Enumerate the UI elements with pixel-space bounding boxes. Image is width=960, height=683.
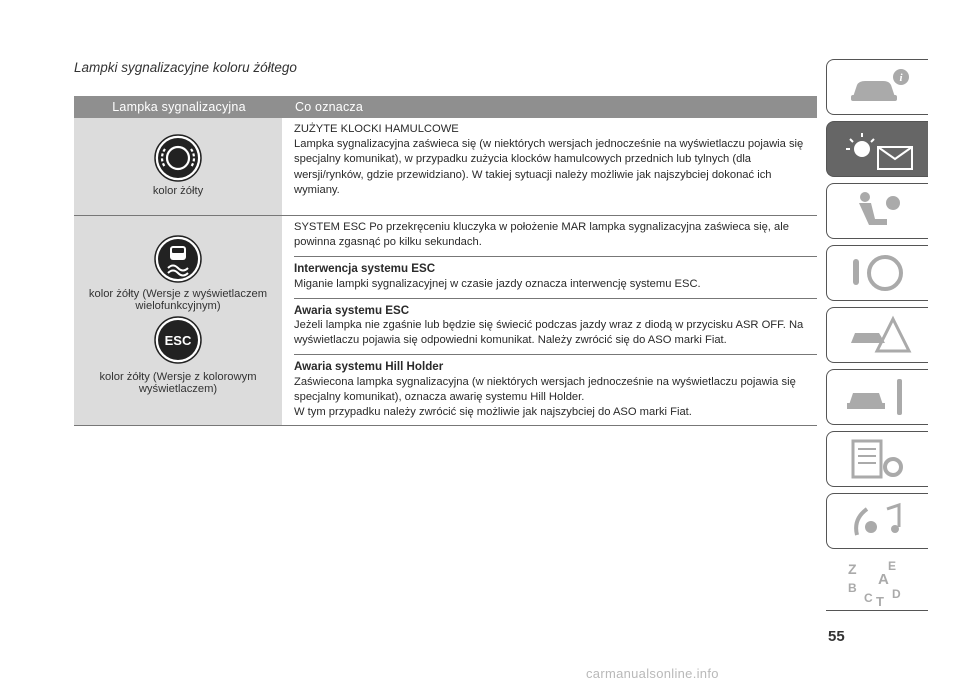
index-icon — [842, 558, 912, 608]
svg-text:D: D — [892, 586, 901, 601]
svg-text:C: C — [864, 590, 873, 605]
warning-light-icon — [840, 127, 916, 171]
multimedia-icon — [843, 499, 913, 543]
subsection-title: Awaria systemu ESC — [294, 303, 410, 317]
page-number: 55 — [828, 628, 845, 645]
svg-text:Z: Z — [848, 560, 857, 577]
watermark: carmanualsonline.info — [586, 666, 719, 681]
svg-text:B: B — [848, 580, 857, 595]
tab-car-info[interactable] — [826, 59, 928, 115]
row-meaning-cell — [284, 216, 817, 425]
esc-skid-icon — [153, 234, 203, 284]
svg-text:A: A — [878, 570, 889, 588]
tab-starting-driving[interactable] — [826, 245, 928, 301]
emergency-icon — [843, 313, 913, 357]
tab-maintenance[interactable] — [826, 369, 928, 425]
subsection-title: Awaria systemu Hill Holder — [294, 360, 444, 374]
row-light-cell — [74, 118, 282, 215]
light-color-label: kolor żółty — [152, 185, 204, 197]
header-warning-light: Lampka sygnalizacyjna — [112, 100, 246, 114]
table-row — [74, 118, 817, 216]
subsection — [294, 298, 817, 349]
light-color-label: kolor żółty (Wersje z wyświetlaczem wielofunkcyjnym) — [88, 288, 268, 312]
brake-pad-icon — [153, 133, 203, 183]
subsection-text: Miganie lampki sygnalizacyjnej w czasie jazdy oznacza interwencję systemu ESC. — [294, 277, 701, 290]
light-color-label: kolor żółty (Wersje z kolorowym wyświetlaczem) — [99, 371, 257, 395]
svg-text:i: i — [898, 72, 903, 84]
seat-safety-icon — [843, 189, 913, 233]
row-text: Lampka sygnalizacyjna zaświeca się (w niektórych wersjach jednocześnie na wyświetlaczu pojawia się specjalny komunikat), w przypadku zużycia klocków hamulcowych przednich lub tylnych (dla wersji/rynków, gdzie przewidziano). W takiej sytuacji należy możliwie jak najszybciej dokonać ich wymiany. — [294, 138, 804, 196]
subsection-title: Interwencja systemu ESC — [294, 262, 436, 276]
tab-multimedia[interactable] — [826, 493, 928, 549]
tab-index[interactable] — [826, 555, 928, 611]
steering-key-icon — [843, 251, 913, 295]
table-header — [74, 96, 817, 118]
subsection — [294, 256, 817, 291]
tab-safety[interactable] — [826, 183, 928, 239]
svg-text:ESC: ESC — [164, 333, 192, 348]
tab-emergency[interactable] — [826, 307, 928, 363]
subsection-text: W tym przypadku należy zwrócić się możliwie jak najszybciej do ASO marki Fiat. — [294, 406, 692, 419]
technical-data-icon — [843, 437, 913, 481]
car-info-icon — [843, 67, 913, 107]
page-title: Lampki sygnalizacyjne koloru żółtego — [74, 60, 297, 75]
chapter-tabs — [826, 59, 930, 617]
svg-text:T: T — [876, 593, 884, 608]
row-heading: ZUŻYTE KLOCKI HAMULCOWE — [294, 123, 459, 135]
row-text: SYSTEM ESC Po przekręceniu kluczyka w położenie MAR lampka sygnalizacyjna zaświeca się, ale powinna zgasnąć po kilku sekundach. — [294, 221, 789, 249]
header-meaning: Co oznacza — [295, 100, 364, 114]
svg-text:E: E — [888, 558, 897, 573]
subsection-text: Jeżeli lampka nie zgaśnie lub będzie się świecić podczas jazdy wraz z diodą w przycisku ASR OFF. Na wyświetlaczu pojawia się odpowiedni komunikat. Należy zwrócić się do ASO marki Fiat. — [294, 319, 804, 347]
tab-warning-lights[interactable] — [826, 121, 928, 177]
subsection-text: Zaświecona lampka sygnalizacyjna (w niektórych wersjach jednocześnie na wyświetlaczu pojawia się specjalny komunikat), oznacza awarię systemu Hill Holder. — [294, 375, 796, 403]
maintenance-icon — [843, 375, 913, 419]
row-light-cell — [74, 216, 282, 425]
esc-text-icon — [153, 315, 203, 365]
warning-light-table — [74, 96, 817, 426]
subsection — [294, 354, 817, 420]
table-row — [74, 216, 817, 426]
row-meaning-cell — [284, 118, 817, 215]
tab-technical-data[interactable] — [826, 431, 928, 487]
